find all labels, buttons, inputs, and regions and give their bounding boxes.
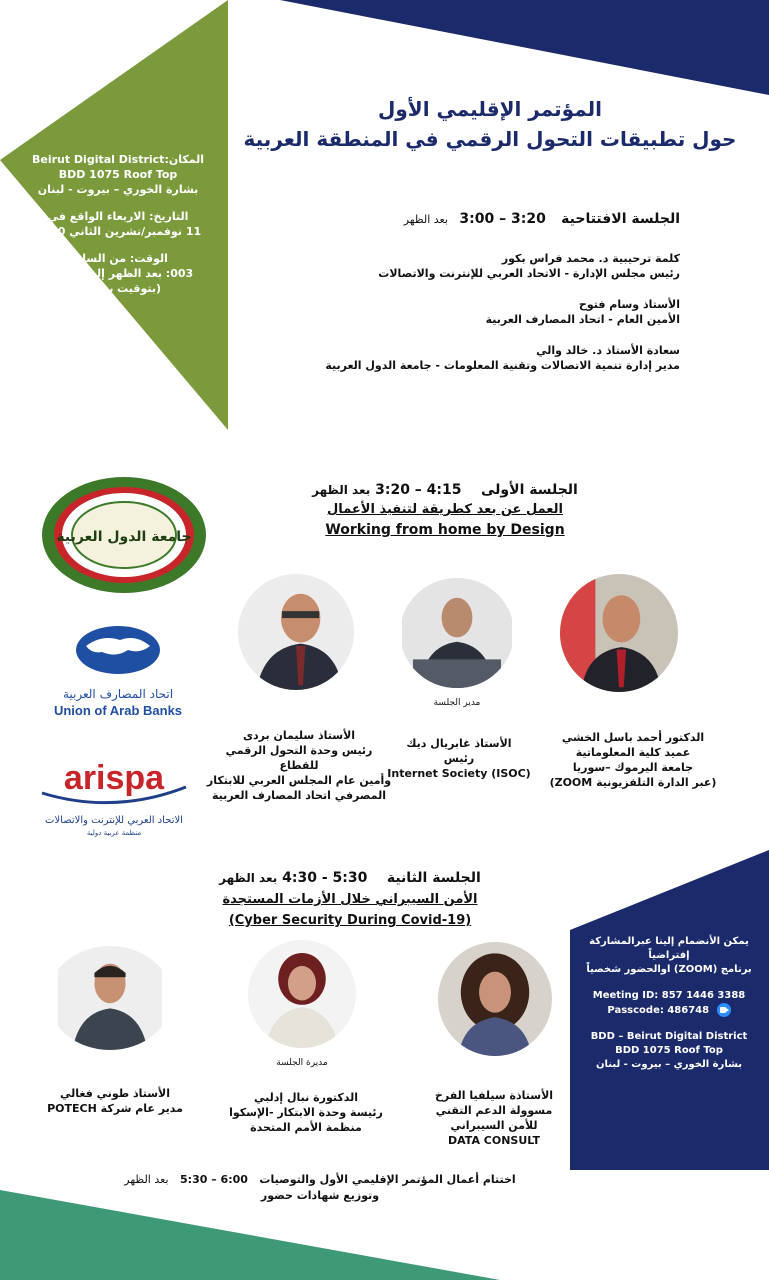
arispa-tag-text: منظمة عربية دولية xyxy=(86,829,142,837)
session1-speaker-left xyxy=(206,728,392,803)
session1-header xyxy=(240,480,650,540)
opening-heading: الجلسة الافتتاحية xyxy=(561,211,680,227)
session2-header xyxy=(200,868,500,931)
conference-title xyxy=(240,94,740,154)
speaker-role: مدير عام شركة POTECH xyxy=(47,1102,183,1115)
join-place-2: BDD 1075 Roof Top xyxy=(615,1045,723,1056)
venue-time-3: (بتوقيت بيروت) xyxy=(74,282,162,295)
closing-line-2: وتوزيع شهادات حضور xyxy=(260,1189,380,1202)
session2-heading: الجلسة الثانية xyxy=(386,870,481,886)
session1-title-en: Working from home by Design xyxy=(325,522,565,538)
arispa-emblem-icon xyxy=(34,745,194,840)
uab-arabic-text: اتحاد المصارف العربية xyxy=(62,687,174,701)
uab-english-text: Union of Arab Banks xyxy=(53,703,183,718)
zoom-camera-icon xyxy=(717,1003,731,1017)
uab-emblem-icon xyxy=(42,620,192,720)
session2-moderator-label: مديرة الجلسة xyxy=(276,1058,328,1068)
person-photo-icon xyxy=(238,574,354,690)
speaker-role: رئيسة وحدة الابتكار -الإسكوا xyxy=(229,1106,383,1119)
person-photo-icon xyxy=(48,946,172,1050)
speaker-role-2: وأمين عام المجلس العربي للابتكار xyxy=(206,774,392,787)
speaker-name: الأستاذ طوني فغالي xyxy=(59,1087,171,1100)
speaker-role: عميد كلية المعلوماتية xyxy=(575,746,691,759)
speaker-photo-deek xyxy=(400,578,514,688)
speaker-photo-khashi xyxy=(560,574,678,692)
opening-time: 3:00 – 3:20 xyxy=(459,211,546,227)
closing-time: 5:30 – 6:00 xyxy=(180,1173,248,1186)
session1-speaker-middle xyxy=(384,736,534,781)
speaker-name: الأستاذة سيلفيا الفرخ xyxy=(434,1089,554,1102)
venue-place: المكان:Beirut Digital District xyxy=(31,153,205,166)
speaker-role: مسوولة الدعم التقني xyxy=(435,1104,553,1117)
closing-session xyxy=(120,1172,520,1204)
speaker-photo-farkh xyxy=(438,942,552,1056)
speaker-org: المصرفي اتحاد المصارف العربية xyxy=(212,789,386,802)
opening-speaker-1: كلمة ترحيبية د. محمد فراس بكور xyxy=(501,252,680,265)
arispa-arabic-text: الاتحاد العربي للإنترنت والاتصالات xyxy=(45,815,183,826)
join-place-1: BDD – Beirut Digital District xyxy=(590,1031,748,1042)
person-photo-icon xyxy=(400,578,514,688)
venue-place-3: بشارة الخوري – بيروت - لبنان xyxy=(37,183,199,196)
speaker-name: الدكتورة نبال إدلبي xyxy=(254,1091,358,1104)
title-line-2: حول تطبيقات التحول الرقمي في المنطقة العربية xyxy=(243,127,737,151)
opening-session xyxy=(300,212,680,373)
opening-speaker-3: سعادة الأستاذ د. خالد والي xyxy=(536,344,680,357)
join-info xyxy=(579,935,759,1072)
venue-time-1: الوقت: من الساعة xyxy=(68,252,168,265)
join-passcode: Passcode: 486748 xyxy=(607,1005,710,1016)
join-line-2: برنامج (ZOOM) اوالحضور شخصياً xyxy=(586,964,752,975)
speaker-org: جامعة اليرموك –سوريا xyxy=(572,761,694,774)
session2-time: 4:30 - 5:30 xyxy=(282,870,368,886)
speaker-photo-feghali xyxy=(48,946,172,1050)
speaker-org: منظمة الأمم المتحدة xyxy=(250,1121,362,1134)
opening-speaker-3-role: مدير إدارة تنمية الاتصالات وتقنية المعلومات - جامعة الدول العربية xyxy=(325,359,680,372)
venue-date-2: 11 نوفمبر/تشرين الثاني 2020 xyxy=(34,225,202,238)
opening-speaker-1-role: رئيس مجلس الإدارة - الاتحاد العربي للإنترنت والاتصالات xyxy=(378,267,680,280)
join-line-1: يمكن الأنضمام إلينا عبرالمشاركة إفتراضياً xyxy=(589,936,749,961)
session1-speaker-right xyxy=(548,730,718,790)
venue-info xyxy=(30,152,206,296)
venue-place-2: BDD 1075 Roof Top xyxy=(58,168,178,181)
session1-time: 3:20 – 4:15 xyxy=(375,482,462,498)
speaker-name: الأستاذ سليمان بردى xyxy=(242,729,356,742)
speaker-photo-barada xyxy=(238,574,354,690)
top-right-navy-band xyxy=(280,0,769,95)
person-photo-icon xyxy=(438,942,552,1056)
session1-time-suffix: بعد الظهر xyxy=(312,483,371,497)
venue-time-2: 003: بعد الظهر إلى 6 مساءً xyxy=(42,267,194,280)
person-photo-icon xyxy=(248,940,356,1048)
arispa-brand-text: arispa xyxy=(63,759,165,797)
speaker-org: DATA CONSULT xyxy=(448,1134,540,1147)
venue-date-1: التاريخ: الاربعاء الواقع في xyxy=(47,210,189,223)
session2-time-suffix: بعد الظهر xyxy=(219,871,278,885)
title-line-1: المؤتمر الإقليمي الأول xyxy=(378,97,602,121)
session1-moderator-label: مدير الجلسة xyxy=(433,698,481,708)
speaker-photo-idlibi xyxy=(248,940,356,1048)
join-meeting-id: Meeting ID: 857 1446 3388 xyxy=(592,990,746,1001)
opening-time-suffix: بعد الظهر xyxy=(403,213,448,226)
union-of-arab-banks-logo xyxy=(42,620,192,720)
session2-speaker-left xyxy=(40,1086,190,1116)
opening-speaker-2: الأستاذ وسام فتوح xyxy=(578,298,680,311)
join-passcode-row xyxy=(579,1003,759,1018)
arab-league-logo xyxy=(30,474,218,596)
opening-speaker-2-role: الأمين العام - اتحاد المصارف العربية xyxy=(485,313,680,326)
closing-line-1: اختتام أعمال المؤتمر الإقليمي الأول والتوصيات xyxy=(259,1173,516,1186)
speaker-name: الدكتور أحمد باسل الخشي xyxy=(561,731,705,744)
arab-league-text: جامعة الدول العربية xyxy=(56,529,192,545)
join-place-3: بشارة الخوري – بيروت - لبنان xyxy=(595,1059,742,1070)
speaker-role-2: للأمن السيبراني xyxy=(450,1119,538,1132)
speaker-role: رئيس xyxy=(443,752,475,765)
speaker-role: رئيس وحدة التحول الرقمي للقطاع xyxy=(225,744,373,772)
arab-league-emblem-icon xyxy=(30,474,218,596)
session2-title-en: (Cyber Security During Covid-19) xyxy=(228,913,472,928)
session1-heading: الجلسة الأولى xyxy=(481,482,578,498)
session1-title-ar: العمل عن بعد كطريقة لتنفيذ الأعمال xyxy=(327,502,563,517)
session2-speaker-middle xyxy=(226,1090,386,1135)
person-photo-icon xyxy=(560,574,678,692)
arispa-logo xyxy=(34,745,194,840)
speaker-org: Internet Society (ISOC) xyxy=(387,767,531,780)
speaker-note: (عبر الدارة التلفزيونية ZOOM) xyxy=(549,776,717,789)
session2-speaker-right xyxy=(424,1088,564,1148)
session2-title-ar: الأمن السيبراني خلال الأزمات المستجدة xyxy=(222,892,478,907)
speaker-name: الأستاذ غابريال ديك xyxy=(406,737,512,750)
closing-time-suffix: بعد الظهر xyxy=(124,1173,169,1186)
